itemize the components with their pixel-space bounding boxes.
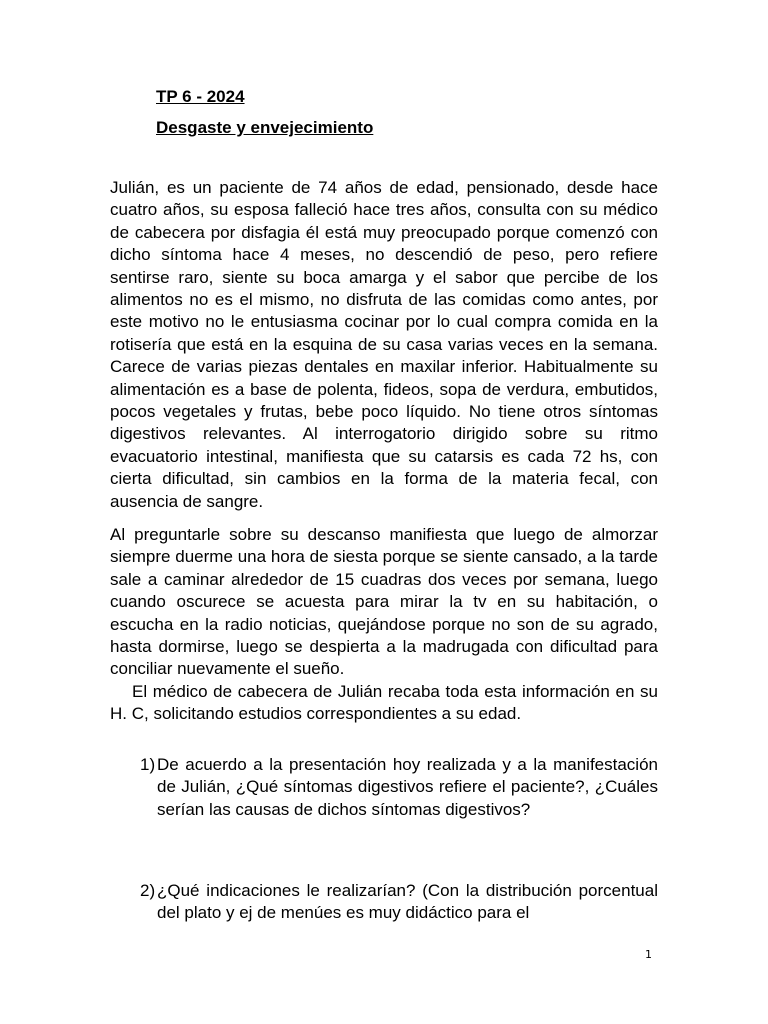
question-text: De acuerdo a la presentación hoy realizada y a la manifestación de Julián, ¿Qué síntomas digestivos refiere el paciente?, ¿Cuáles serían las causas de dichos síntomas digestivos? — [157, 755, 658, 819]
assignment-number: TP 6 - 2024 — [156, 87, 245, 106]
question-number: 2) — [140, 881, 156, 900]
question-item — [110, 880, 658, 925]
paragraph-case-description: Julián, es un paciente de 74 años de edad, pensionado, desde hace cuatro años, su esposa falleció hace tres años, consulta con su médico de cabecera por disfagia él está muy preocupado porque comenzó con dicho síntoma hace 4 meses, no descendió de peso, pero refiere sentirse raro, siente su boca amarga y el sabor que percibe de los alimentos no es el mismo, no disfruta de las comidas como antes, por este motivo no le entusiasma cocinar por lo cual compra comida en la rotisería que está en la esquina de su casa varias veces en la semana. Carece de varias piezas dentales en maxilar inferior. Habitualmente su alimentación es a base de polenta, fideos, sopa de verdura, embutidos, pocos vegetales y frutas, bebe poco líquido. No tiene otros síntomas digestivos relevantes. Al interrogatorio dirigido sobre su ritmo evacuatorio intestinal, manifiesta que su catarsis es cada 72 hs, con cierta dificultad, sin cambios en la forma de la materia fecal, con ausencia de sangre. — [110, 178, 658, 511]
paragraph-rest-habits: Al preguntarle sobre su descanso manifiesta que luego de almorzar siempre duerme una hora de siesta porque se siente cansado, a la tarde sale a caminar alrededor de 15 cuadras dos veces por semana, luego cuando oscurece se acuesta para mirar la tv en su habitación, o escucha en la radio noticias, quejándose porque no son de su agrado, hasta dormirse, luego se despierta a la madrugada con dificultad para conciliar nuevamente el sueño. — [110, 525, 658, 679]
paragraph-medical-record: El médico de cabecera de Julián recaba toda esta información en su H. C, solicitando estudios correspondientes a su edad. — [110, 682, 658, 724]
document-title: Desgaste y envejecimiento — [156, 118, 374, 137]
question-text: ¿Qué indicaciones le realizarían? (Con la distribución porcentual del plato y ej de menúes es muy didáctico para el — [157, 881, 658, 923]
question-number: 1) — [140, 755, 156, 774]
question-item — [110, 754, 658, 821]
page-number: 1 — [645, 948, 652, 961]
